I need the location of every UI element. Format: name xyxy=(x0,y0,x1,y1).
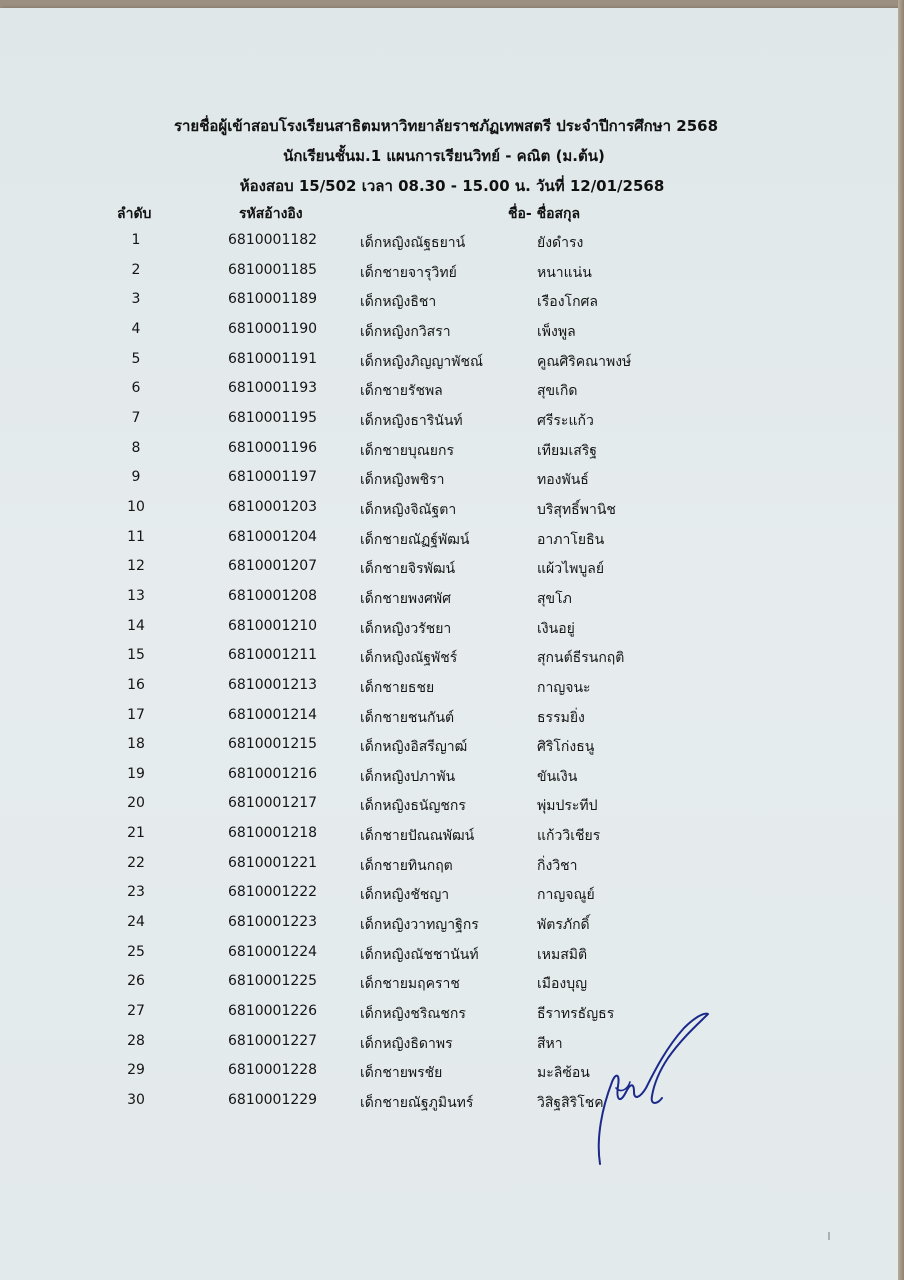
student-first-name: เด็กชายชนกันต์ xyxy=(360,709,455,726)
table-row xyxy=(0,1090,904,1120)
student-first-name: เด็กชายทินกฤต xyxy=(360,857,453,874)
student-first-name: เด็กหญิงณัฐพัชร์ xyxy=(360,650,458,667)
row-number: 17 xyxy=(127,706,145,723)
row-number: 25 xyxy=(127,943,145,960)
student-first-name: เด็กชายพรชัย xyxy=(360,1065,443,1082)
reference-id: 6810001229 xyxy=(228,1092,318,1109)
student-first-name: เด็กชายธชย xyxy=(360,679,435,696)
student-first-name: เด็กหญิงธนัญชกร xyxy=(360,798,466,815)
row-number: 7 xyxy=(131,409,141,426)
reference-id: 6810001217 xyxy=(228,795,318,812)
reference-id: 6810001189 xyxy=(228,291,318,308)
row-number: 18 xyxy=(127,736,145,753)
reference-id: 6810001211 xyxy=(228,647,318,664)
reference-id: 6810001204 xyxy=(228,528,318,545)
student-last-name: แผ้วไพบูลย์ xyxy=(537,561,605,578)
reference-id: 6810001221 xyxy=(228,854,318,871)
reference-id: 6810001182 xyxy=(228,232,318,248)
student-last-name: วิสิฐสิริโชค xyxy=(537,1095,604,1112)
student-last-name: ศิริโก่งธนู xyxy=(537,739,595,756)
reference-id: 6810001216 xyxy=(228,765,318,782)
row-number: 30 xyxy=(127,1092,145,1109)
reference-id: 6810001227 xyxy=(228,1032,318,1049)
student-first-name: เด็กหญิงกวิสรา xyxy=(360,323,451,340)
table-row xyxy=(0,556,904,586)
student-last-name: บริสุทธิ์พานิช xyxy=(537,501,616,518)
student-first-name: เด็กหญิงวาทญาฐิกร xyxy=(360,917,479,934)
student-last-name: ศรีระแก้ว xyxy=(537,412,594,429)
row-number: 8 xyxy=(131,439,141,456)
student-last-name: เมืองบุญ xyxy=(537,976,588,993)
signature xyxy=(594,1008,714,1168)
student-first-name: เด็กชายมฤคราช xyxy=(360,976,460,993)
row-number: 2 xyxy=(131,261,141,278)
row-number: 26 xyxy=(127,973,145,990)
reference-id: 6810001215 xyxy=(228,736,318,753)
table-row xyxy=(0,378,904,408)
student-last-name: กาญจนะ xyxy=(537,679,591,696)
student-first-name: เด็กหญิงธารินันท์ xyxy=(360,412,463,429)
reference-id: 6810001190 xyxy=(228,320,318,337)
table-row xyxy=(0,853,904,883)
student-first-name: เด็กหญิงพชิรา xyxy=(360,472,445,489)
table-row xyxy=(0,1031,904,1061)
reference-id: 6810001195 xyxy=(228,409,318,426)
row-number: 19 xyxy=(127,765,145,782)
table-row xyxy=(0,438,904,468)
student-last-name: สุขเกิด xyxy=(537,383,578,400)
student-first-name: เด็กชายบุณยกร xyxy=(360,442,454,459)
student-last-name: ธรรมยิ่ง xyxy=(537,709,585,726)
table-row xyxy=(0,734,904,764)
student-first-name: เด็กชายปัณณพัฒน์ xyxy=(360,828,475,845)
row-number: 14 xyxy=(127,617,145,634)
row-number: 5 xyxy=(131,350,141,367)
student-last-name: อาภาโยธิน xyxy=(537,531,605,548)
student-last-name: พุ่มประทีป xyxy=(537,798,598,815)
student-last-name: ขันเงิน xyxy=(537,768,578,785)
reference-id: 6810001197 xyxy=(228,469,318,486)
table-row xyxy=(0,260,904,290)
student-last-name: กิ่งวิชา xyxy=(537,857,578,874)
student-last-name: กาญจณูย์ xyxy=(537,887,595,904)
student-first-name: เด็กหญิงณัฐธยาน์ xyxy=(360,235,466,251)
table-row xyxy=(0,823,904,853)
student-last-name: ธีราทรธัญธร xyxy=(537,1006,615,1023)
column-header-name: ชื่อ- ชื่อสกุล xyxy=(508,206,581,222)
student-first-name: เด็กหญิงวรัชยา xyxy=(360,620,452,637)
table-row xyxy=(0,942,904,972)
table-row xyxy=(0,912,904,942)
student-first-name: เด็กชายรัชพล xyxy=(360,383,443,400)
reference-id: 6810001191 xyxy=(228,350,318,367)
student-first-name: เด็กหญิงอิสรีญาฒ์ xyxy=(360,739,468,756)
row-number: 11 xyxy=(127,528,145,545)
reference-id: 6810001208 xyxy=(228,587,318,604)
table-row xyxy=(0,705,904,735)
reference-id: 6810001196 xyxy=(228,439,318,456)
student-last-name: คูณศิริคณาพงษ์ xyxy=(537,353,632,370)
table-row xyxy=(0,289,904,319)
reference-id: 6810001210 xyxy=(228,617,318,634)
row-number: 29 xyxy=(127,1062,145,1079)
student-first-name: เด็กหญิงธิดาพร xyxy=(360,1035,453,1052)
row-number: 21 xyxy=(127,825,145,842)
student-first-name: เด็กหญิงณัชชานันท์ xyxy=(360,946,479,963)
reference-id: 6810001218 xyxy=(228,825,318,842)
row-number: 12 xyxy=(127,558,145,575)
row-number: 23 xyxy=(127,884,145,901)
table-row xyxy=(0,230,904,260)
table-row xyxy=(0,527,904,557)
reference-id: 6810001228 xyxy=(228,1062,318,1079)
row-number: 9 xyxy=(131,469,141,486)
student-first-name: เด็กชายณัฏฐ์พัฒน์ xyxy=(360,531,470,548)
student-last-name: เรืองโกศล xyxy=(537,294,599,311)
student-last-name: เงินอยู่ xyxy=(537,620,575,637)
table-row xyxy=(0,1001,904,1031)
table-row xyxy=(0,793,904,823)
table-row xyxy=(0,616,904,646)
reference-id: 6810001222 xyxy=(228,884,318,901)
student-first-name: เด็กชายพงศพัศ xyxy=(360,590,451,607)
student-last-name: หนาแน่น xyxy=(537,264,592,281)
table-row xyxy=(0,349,904,379)
table-row xyxy=(0,971,904,1001)
row-number: 27 xyxy=(127,1003,145,1020)
student-first-name: เด็กหญิงปภาพัน xyxy=(360,768,456,785)
table-row xyxy=(0,645,904,675)
document-title: รายชื่อผู้เข้าสอบโรงเรียนสาธิตมหาวิทยาลัยราชภัฏเทพสตรี ประจำปีการศึกษา 2568 xyxy=(173,117,719,135)
student-first-name: เด็กหญิงจิณัฐตา xyxy=(360,501,457,518)
table-row xyxy=(0,408,904,438)
reference-id: 6810001226 xyxy=(228,1003,318,1020)
student-list xyxy=(0,230,904,1120)
reference-id: 6810001223 xyxy=(228,914,318,931)
table-row xyxy=(0,764,904,794)
student-first-name: เด็กชายจิรพัฒน์ xyxy=(360,561,456,578)
reference-id: 6810001203 xyxy=(228,498,318,515)
reference-id: 6810001225 xyxy=(228,973,318,990)
reference-id: 6810001224 xyxy=(228,943,318,960)
table-row xyxy=(0,882,904,912)
student-last-name: แก้ววิเชียร xyxy=(537,828,601,845)
student-first-name: เด็กชายณัฐภูมินทร์ xyxy=(360,1095,474,1112)
student-last-name: มะลิซ้อน xyxy=(537,1065,590,1082)
table-row xyxy=(0,497,904,527)
student-first-name: เด็กหญิงชัชญา xyxy=(360,887,450,904)
table-row xyxy=(0,586,904,616)
row-number: 20 xyxy=(127,795,145,812)
table-row xyxy=(0,675,904,705)
paper-speck xyxy=(828,1232,830,1240)
row-number: 6 xyxy=(131,380,141,397)
table-row xyxy=(0,1060,904,1090)
reference-id: 6810001213 xyxy=(228,676,318,693)
student-first-name: เด็กหญิงธิชา xyxy=(360,294,437,311)
student-last-name: สุกนต์ธีรนกฤติ xyxy=(537,650,625,667)
student-last-name: เทียมเสริฐ xyxy=(537,442,598,459)
row-number: 3 xyxy=(131,291,141,308)
row-number: 13 xyxy=(127,587,145,604)
column-header-id: รหัสอ้างอิง xyxy=(239,206,303,222)
student-first-name: เด็กหญิงชริณชกร xyxy=(360,1006,466,1023)
row-number: 16 xyxy=(127,676,145,693)
student-last-name: เหมสมิติ xyxy=(537,946,588,963)
reference-id: 6810001214 xyxy=(228,706,318,723)
student-last-name: สีหา xyxy=(537,1035,563,1052)
document-subtitle-room: ห้องสอบ 15/502 เวลา 08.30 - 15.00 น. วันที่ 12/01/2568 xyxy=(239,177,665,195)
row-number: 4 xyxy=(131,320,141,337)
student-first-name: เด็กหญิงภิญญาพัชณ์ xyxy=(360,353,484,370)
reference-id: 6810001193 xyxy=(228,380,318,397)
student-first-name: เด็กชายจารุวิทย์ xyxy=(360,264,457,281)
student-last-name: ยังดำรง xyxy=(537,235,584,251)
student-last-name: เพ็งพูล xyxy=(537,323,576,340)
row-number: 15 xyxy=(127,647,145,664)
row-number: 28 xyxy=(127,1032,145,1049)
row-number: 22 xyxy=(127,854,145,871)
student-last-name: พัตรภักดิ์ xyxy=(537,917,590,934)
column-header-no: ลำดับ xyxy=(117,206,152,222)
table-row xyxy=(0,319,904,349)
row-number: 10 xyxy=(127,498,145,515)
row-number: 1 xyxy=(131,232,141,248)
reference-id: 6810001185 xyxy=(228,261,318,278)
student-last-name: สุขโภ xyxy=(537,590,572,607)
row-number: 24 xyxy=(127,914,145,931)
document-subtitle-class: นักเรียนชั้นม.1 แผนการเรียนวิทย์ - คณิต (ม.ต้น) xyxy=(283,147,605,165)
reference-id: 6810001207 xyxy=(228,558,318,575)
table-row xyxy=(0,467,904,497)
student-last-name: ทองพันธ์ xyxy=(537,472,589,489)
